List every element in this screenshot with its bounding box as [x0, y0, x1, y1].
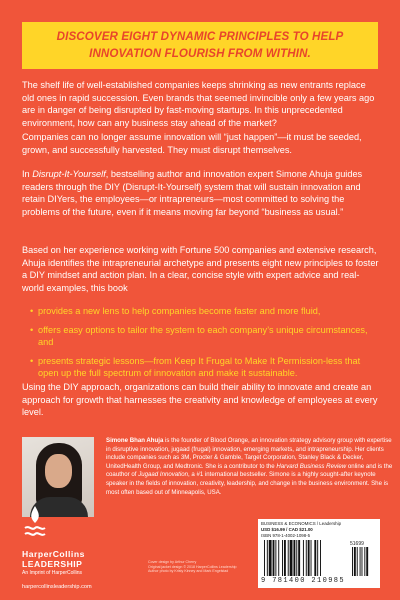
credit-line: Original jacket design © 2018 HarperCollins Leadership	[148, 564, 237, 569]
bullet-text: offers easy options to tailor the system to each company’s unique circumstances, and	[38, 324, 368, 348]
bullet-item	[30, 324, 375, 349]
author-name: Simone Bhan Ahuja	[106, 437, 164, 444]
publisher-imprint: An Imprint of HarperCollins	[22, 570, 83, 576]
paragraph-book-rest: , bestselling author and innovation expert Simone Ahuja guides readers through the DIY (Disrupt-It-Yourself) system that will sustain innovation and retain DIYers, the employees—or intrapreneurs—most committed to solving the problems of the future, even if it means moving far beyond “business as usual.”	[22, 169, 363, 217]
publisher-brand-line1: HarperCollins	[22, 549, 85, 559]
barcode-number: 9 781400 210985	[261, 577, 346, 585]
credit-line: Author photo by Kristy Kinney and Mark Engelstad	[148, 569, 229, 574]
publisher-brand-line2: LEADERSHIP	[22, 559, 83, 569]
credit-line: Cover design by Arthur Cherry	[148, 560, 197, 564]
author-photo-face	[45, 454, 72, 488]
author-bio-part1: is the founder of Blood Orange, an innovation strategy advisory group with expertise in disruptive innovation, jugaad (frugal) innovation, emerging markets, and intrapreneurship. Her clients include companies such as 3M, Procter & Gamble, Target Corporation, Stanley Black & Decker, UnitedHealth Group, and Medtronic. She is a contributor to the	[106, 437, 392, 470]
author-bio-part2: online and is the coauthor of	[106, 462, 393, 479]
barcode-box	[258, 519, 380, 588]
author-bio-title-jugaad: Jugaad Innovation	[138, 471, 188, 479]
paragraph-intro	[22, 79, 380, 129]
paragraph-research-text: Based on her experience working with Fortune 500 companies and extensive research, Ahuja identifies the intrapreneurial archetype and presents eight new principles to foster a DIY mindset and action plan. In a clear, concise style with expert advice and real-world examples, this book	[22, 245, 379, 293]
barcode-addon: 51699	[350, 541, 364, 547]
paragraph-book	[22, 168, 380, 218]
headline-banner	[22, 22, 378, 69]
fire-and-water-icon	[22, 504, 48, 542]
bullet-text: presents strategic lessons—from Keep It Frugal to Make It Permission-less that open up the full spectrum of innovation and make it sustainable.	[38, 355, 361, 379]
cover-credits	[148, 560, 248, 574]
headline: DISCOVER EIGHT DYNAMIC PRINCIPLES TO HELP INNOVATION FLOURISH FROM WITHIN.	[56, 30, 344, 60]
bullet-item	[30, 355, 375, 380]
publisher-block	[22, 504, 112, 591]
bullet-dot-icon: •	[30, 324, 34, 335]
bullet-list	[30, 305, 375, 386]
barcode-category: BUSINESS & ECONOMICS / Leadership	[261, 521, 342, 526]
author-bio	[106, 437, 396, 497]
paragraph-closing	[22, 381, 380, 419]
paragraph-intro-text: The shelf life of well-established companies keeps shrinking as new entrants replace old ones in rapid succession. Even brands that seemed invincible only a few years ago are in danger of being disrupted by fast-moving startups. In this unprecedented environment, how can any business stay ahead of the market?	[22, 80, 375, 128]
bullet-dot-icon: •	[30, 355, 34, 366]
author-bio-title-hbr: Harvard Business Review	[276, 462, 347, 470]
paragraph-research	[22, 244, 380, 294]
bullet-dot-icon: •	[30, 306, 34, 316]
barcode-isbn: ISBN 978-1-4002-1098-5	[261, 533, 311, 538]
bullet-text: provides a new lens to help companies become faster and more fluid,	[38, 306, 321, 316]
paragraph-closing-text: Using the DIY approach, organizations can build their ability to innovate and create an approach for growth that harnesses the creativity and knowledge of employees at every level.	[22, 382, 378, 418]
paragraph-book-lead: In	[22, 169, 33, 179]
book-title: Disrupt-It-Yourself	[32, 169, 106, 179]
bullet-item	[30, 305, 375, 318]
paragraph-disrupt-text: Companies can no longer assume innovation will “just happen”—it must be seeded, grown, and successfully harvested. They must disrupt themselves.	[22, 132, 362, 155]
publisher-url: harpercollinsleadership.com	[22, 584, 92, 590]
paragraph-book-text	[22, 168, 380, 218]
publisher-brand	[22, 549, 112, 569]
paragraph-disrupt	[22, 131, 380, 156]
barcode-price: USD $16.99 / CAD $21.00	[261, 527, 313, 532]
author-bio-part3: , a #1 international bestseller. Simone is a highly sought-after keynote speaker in the fields of innovation, creativity, leadership, and change in the business environment. She is most often based out of Minneapolis, USA.	[106, 471, 389, 496]
